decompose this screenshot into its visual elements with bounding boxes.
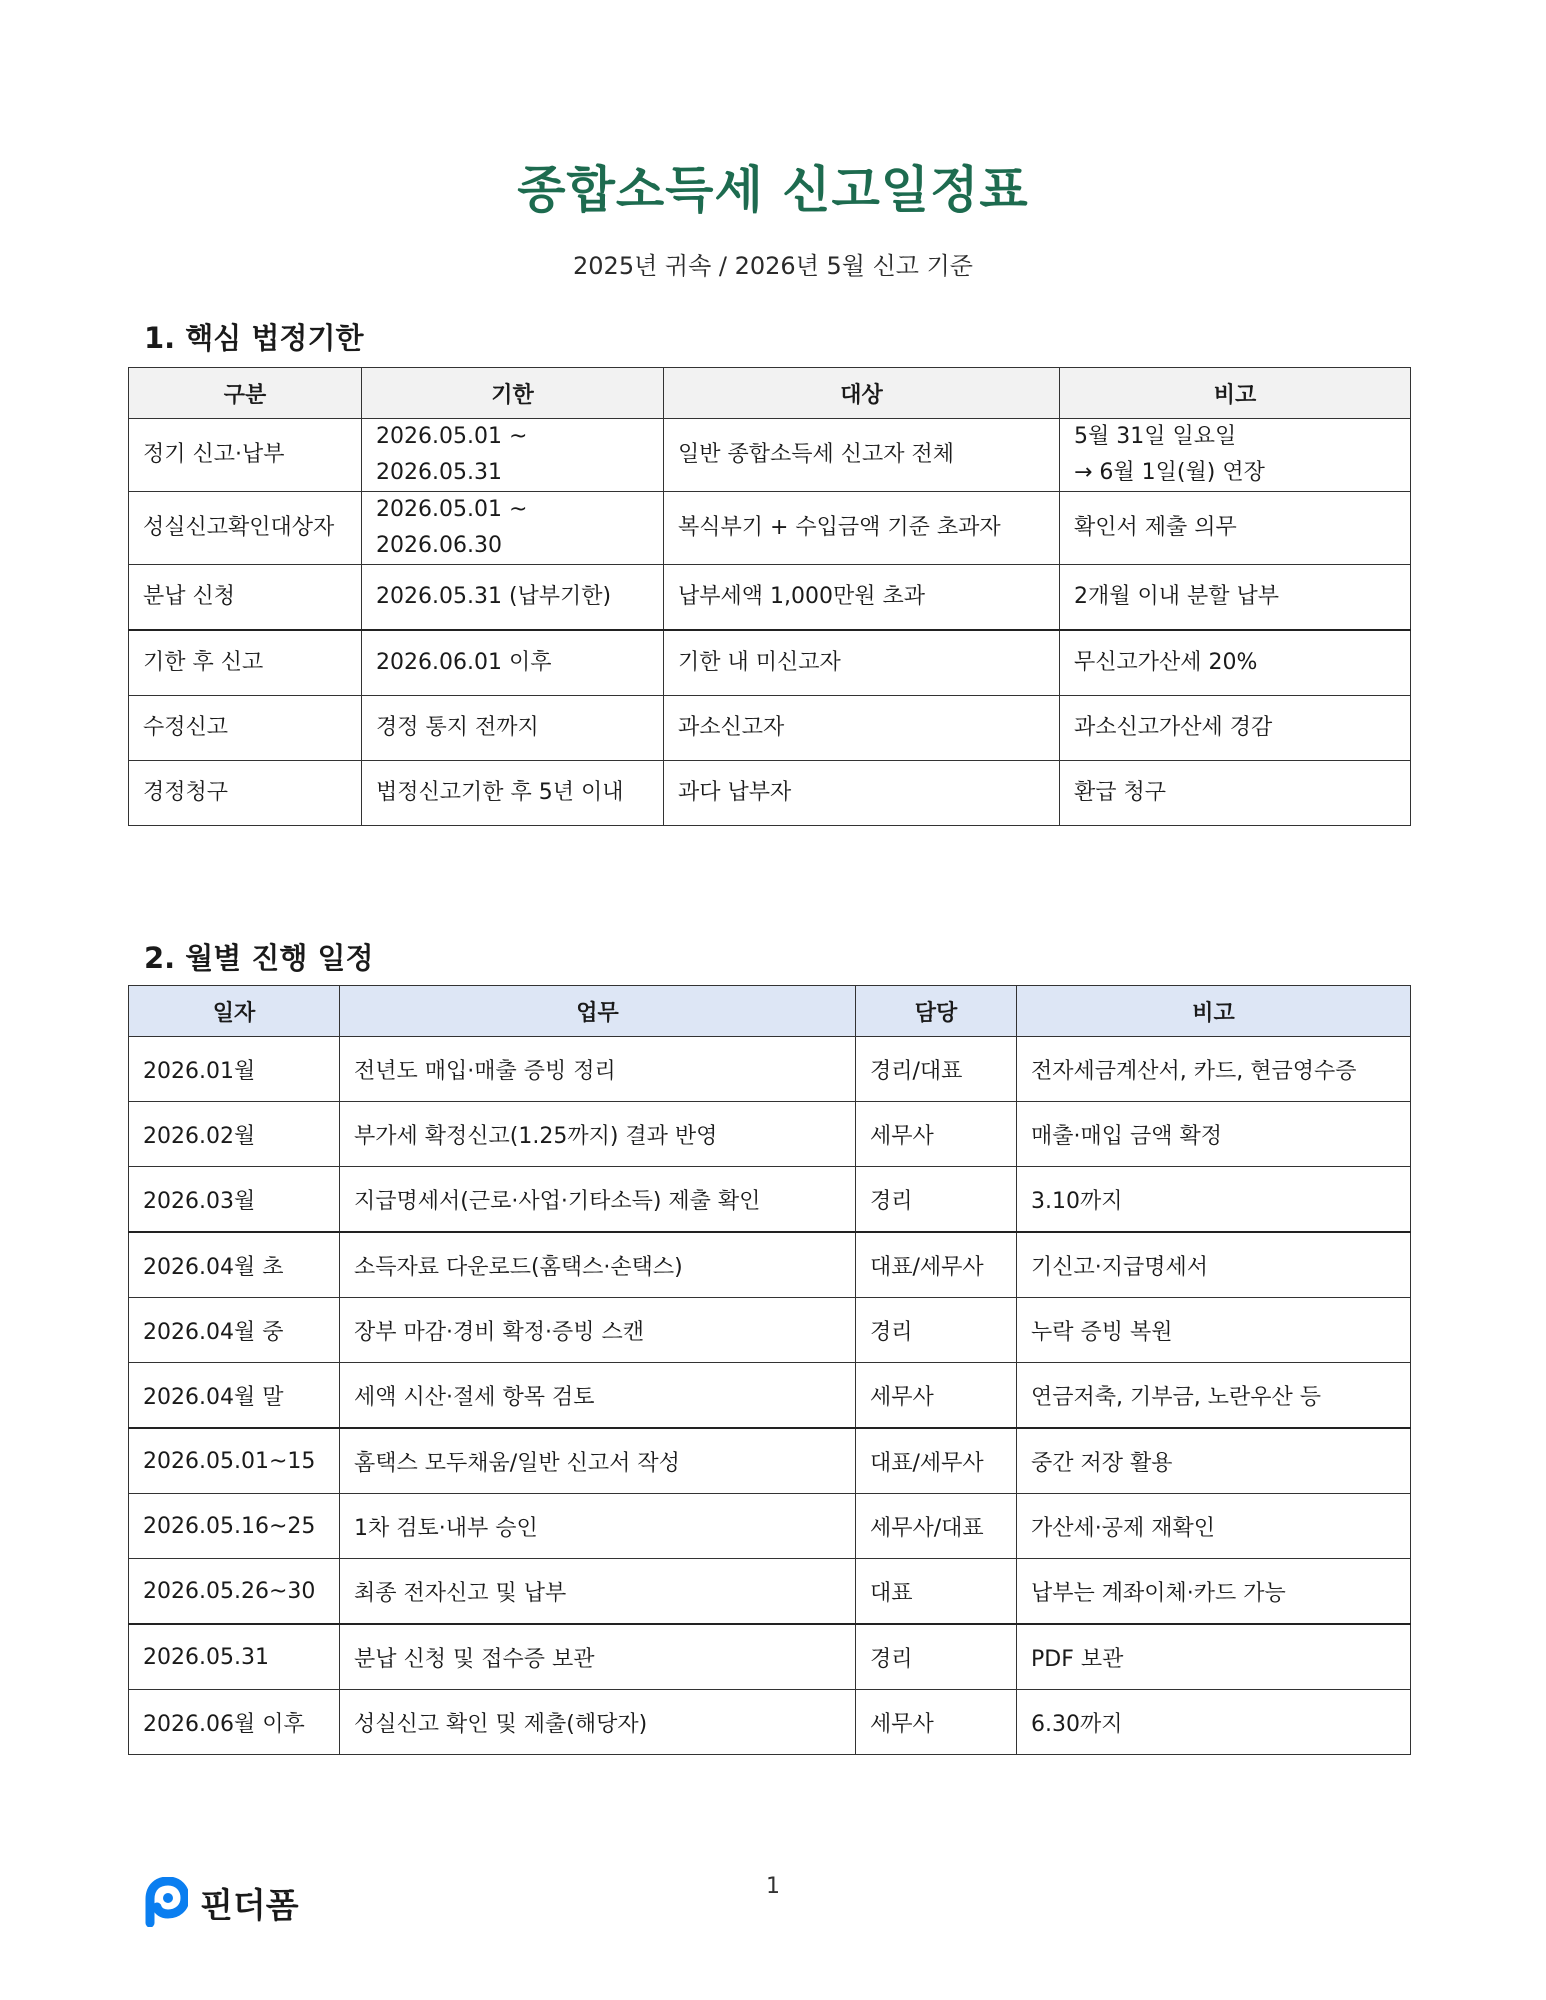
cell-note: 중간 저장 활용 xyxy=(1017,1428,1411,1494)
cell-category: 성실신고확인대상자 xyxy=(129,492,362,565)
note-line: → 6월 1일(월) 연장 xyxy=(1074,460,1265,485)
legal-deadlines-table xyxy=(128,367,1411,826)
table-row xyxy=(129,492,1411,565)
cell-date: 2026.04월 말 xyxy=(129,1363,340,1429)
cell-task: 부가세 확정신고(1.25까지) 결과 반영 xyxy=(340,1102,856,1167)
cell-note: 3.10까지 xyxy=(1017,1167,1411,1233)
column-header-category: 구분 xyxy=(129,368,362,419)
cell-note: 확인서 제출 의무 xyxy=(1060,492,1411,565)
cell-deadline: 경정 통지 전까지 xyxy=(362,696,664,761)
cell-owner: 경리/대표 xyxy=(856,1037,1017,1102)
column-header-date: 일자 xyxy=(129,986,340,1037)
cell-note: 납부는 계좌이체·카드 가능 xyxy=(1017,1559,1411,1625)
cell-note: 6.30까지 xyxy=(1017,1690,1411,1755)
cell-note: 환급 청구 xyxy=(1060,761,1411,826)
cell-date: 2026.05.01~15 xyxy=(129,1428,340,1494)
cell-deadline: 2026.05.01 ~ 2026.06.30 xyxy=(362,492,664,565)
cell-owner: 경리 xyxy=(856,1298,1017,1363)
table-row xyxy=(129,1494,1411,1559)
table-row xyxy=(129,419,1411,492)
cell-task: 분납 신청 및 접수증 보관 xyxy=(340,1624,856,1690)
cell-date: 2026.05.16~25 xyxy=(129,1494,340,1559)
cell-deadline: 2026.06.01 이후 xyxy=(362,630,664,696)
cell-date: 2026.04월 초 xyxy=(129,1232,340,1298)
table-row xyxy=(129,1232,1411,1298)
column-header-owner: 담당 xyxy=(856,986,1017,1037)
cell-target: 납부세액 1,000만원 초과 xyxy=(664,565,1060,631)
table-row xyxy=(129,1167,1411,1233)
table-row xyxy=(129,565,1411,631)
column-header-note: 비고 xyxy=(1060,368,1411,419)
note-line: 5월 31일 일요일 xyxy=(1074,424,1237,449)
cell-owner: 세무사/대표 xyxy=(856,1494,1017,1559)
cell-task: 1차 검토·내부 승인 xyxy=(340,1494,856,1559)
logo-text: 핀더폼 xyxy=(200,1885,299,1926)
cell-note: 누락 증빙 복원 xyxy=(1017,1298,1411,1363)
document-title: 종합소득세 신고일정표 xyxy=(517,161,1029,219)
cell-category: 경정청구 xyxy=(129,761,362,826)
cell-note: PDF 보관 xyxy=(1017,1624,1411,1690)
cell-task: 지급명세서(근로·사업·기타소득) 제출 확인 xyxy=(340,1167,856,1233)
cell-owner: 경리 xyxy=(856,1167,1017,1233)
cell-task: 장부 마감·경비 확정·증빙 스캔 xyxy=(340,1298,856,1363)
table-header-row xyxy=(129,986,1411,1037)
table-row xyxy=(129,1363,1411,1429)
page-number: 1 xyxy=(766,1874,780,1899)
cell-deadline: 2026.05.31 (납부기한) xyxy=(362,565,664,631)
cell-category: 분납 신청 xyxy=(129,565,362,631)
column-header-task: 업무 xyxy=(340,986,856,1037)
cell-owner: 세무사 xyxy=(856,1363,1017,1429)
cell-category: 기한 후 신고 xyxy=(129,630,362,696)
table-row xyxy=(129,1624,1411,1690)
document-subtitle: 2025년 귀속 / 2026년 5월 신고 기준 xyxy=(573,252,973,280)
cell-note: 매출·매입 금액 확정 xyxy=(1017,1102,1411,1167)
cell-deadline: 2026.05.01 ~ 2026.05.31 xyxy=(362,419,664,492)
table-row xyxy=(129,1298,1411,1363)
cell-date: 2026.01월 xyxy=(129,1037,340,1102)
cell-date: 2026.05.26~30 xyxy=(129,1559,340,1625)
table-row xyxy=(129,630,1411,696)
cell-note: 연금저축, 기부금, 노란우산 등 xyxy=(1017,1363,1411,1429)
cell-note: 전자세금계산서, 카드, 현금영수증 xyxy=(1017,1037,1411,1102)
column-header-note: 비고 xyxy=(1017,986,1411,1037)
cell-target: 과소신고자 xyxy=(664,696,1060,761)
table-row xyxy=(129,1037,1411,1102)
cell-target: 과다 납부자 xyxy=(664,761,1060,826)
cell-target: 기한 내 미신고자 xyxy=(664,630,1060,696)
cell-deadline: 법정신고기한 후 5년 이내 xyxy=(362,761,664,826)
cell-owner: 대표 xyxy=(856,1559,1017,1625)
cell-owner: 세무사 xyxy=(856,1690,1017,1755)
column-header-deadline: 기한 xyxy=(362,368,664,419)
cell-target: 복식부기 + 수입금액 기준 초과자 xyxy=(664,492,1060,565)
cell-note: 무신고가산세 20% xyxy=(1060,630,1411,696)
table-row xyxy=(129,1102,1411,1167)
table-row xyxy=(129,1559,1411,1625)
cell-task: 전년도 매입·매출 증빙 정리 xyxy=(340,1037,856,1102)
cell-note: 2개월 이내 분할 납부 xyxy=(1060,565,1411,631)
monthly-schedule-table xyxy=(128,985,1411,1755)
cell-owner: 세무사 xyxy=(856,1102,1017,1167)
cell-date: 2026.02월 xyxy=(129,1102,340,1167)
cell-owner: 경리 xyxy=(856,1624,1017,1690)
cell-date: 2026.04월 중 xyxy=(129,1298,340,1363)
table-row xyxy=(129,761,1411,826)
table-row xyxy=(129,1428,1411,1494)
cell-note: 기신고·지급명세서 xyxy=(1017,1232,1411,1298)
cell-task: 최종 전자신고 및 납부 xyxy=(340,1559,856,1625)
cell-note: 가산세·공제 재확인 xyxy=(1017,1494,1411,1559)
table-row xyxy=(129,696,1411,761)
cell-task: 홈택스 모두채움/일반 신고서 작성 xyxy=(340,1428,856,1494)
cell-date: 2026.05.31 xyxy=(129,1624,340,1690)
cell-task: 소득자료 다운로드(홈택스·손택스) xyxy=(340,1232,856,1298)
table-row xyxy=(129,1690,1411,1755)
cell-category: 수정신고 xyxy=(129,696,362,761)
cell-date: 2026.06월 이후 xyxy=(129,1690,340,1755)
cell-task: 성실신고 확인 및 제출(해당자) xyxy=(340,1690,856,1755)
column-header-target: 대상 xyxy=(664,368,1060,419)
cell-note: 과소신고가산세 경감 xyxy=(1060,696,1411,761)
section1-heading: 1. 핵심 법정기한 xyxy=(144,321,364,355)
cell-category: 정기 신고·납부 xyxy=(129,419,362,492)
section2-heading: 2. 월별 진행 일정 xyxy=(144,941,374,975)
table-header-row xyxy=(129,368,1411,419)
cell-task: 세액 시산·절세 항목 검토 xyxy=(340,1363,856,1429)
cell-target: 일반 종합소득세 신고자 전체 xyxy=(664,419,1060,492)
cell-note xyxy=(1060,419,1411,492)
cell-date: 2026.03월 xyxy=(129,1167,340,1233)
cell-owner: 대표/세무사 xyxy=(856,1232,1017,1298)
cell-owner: 대표/세무사 xyxy=(856,1428,1017,1494)
